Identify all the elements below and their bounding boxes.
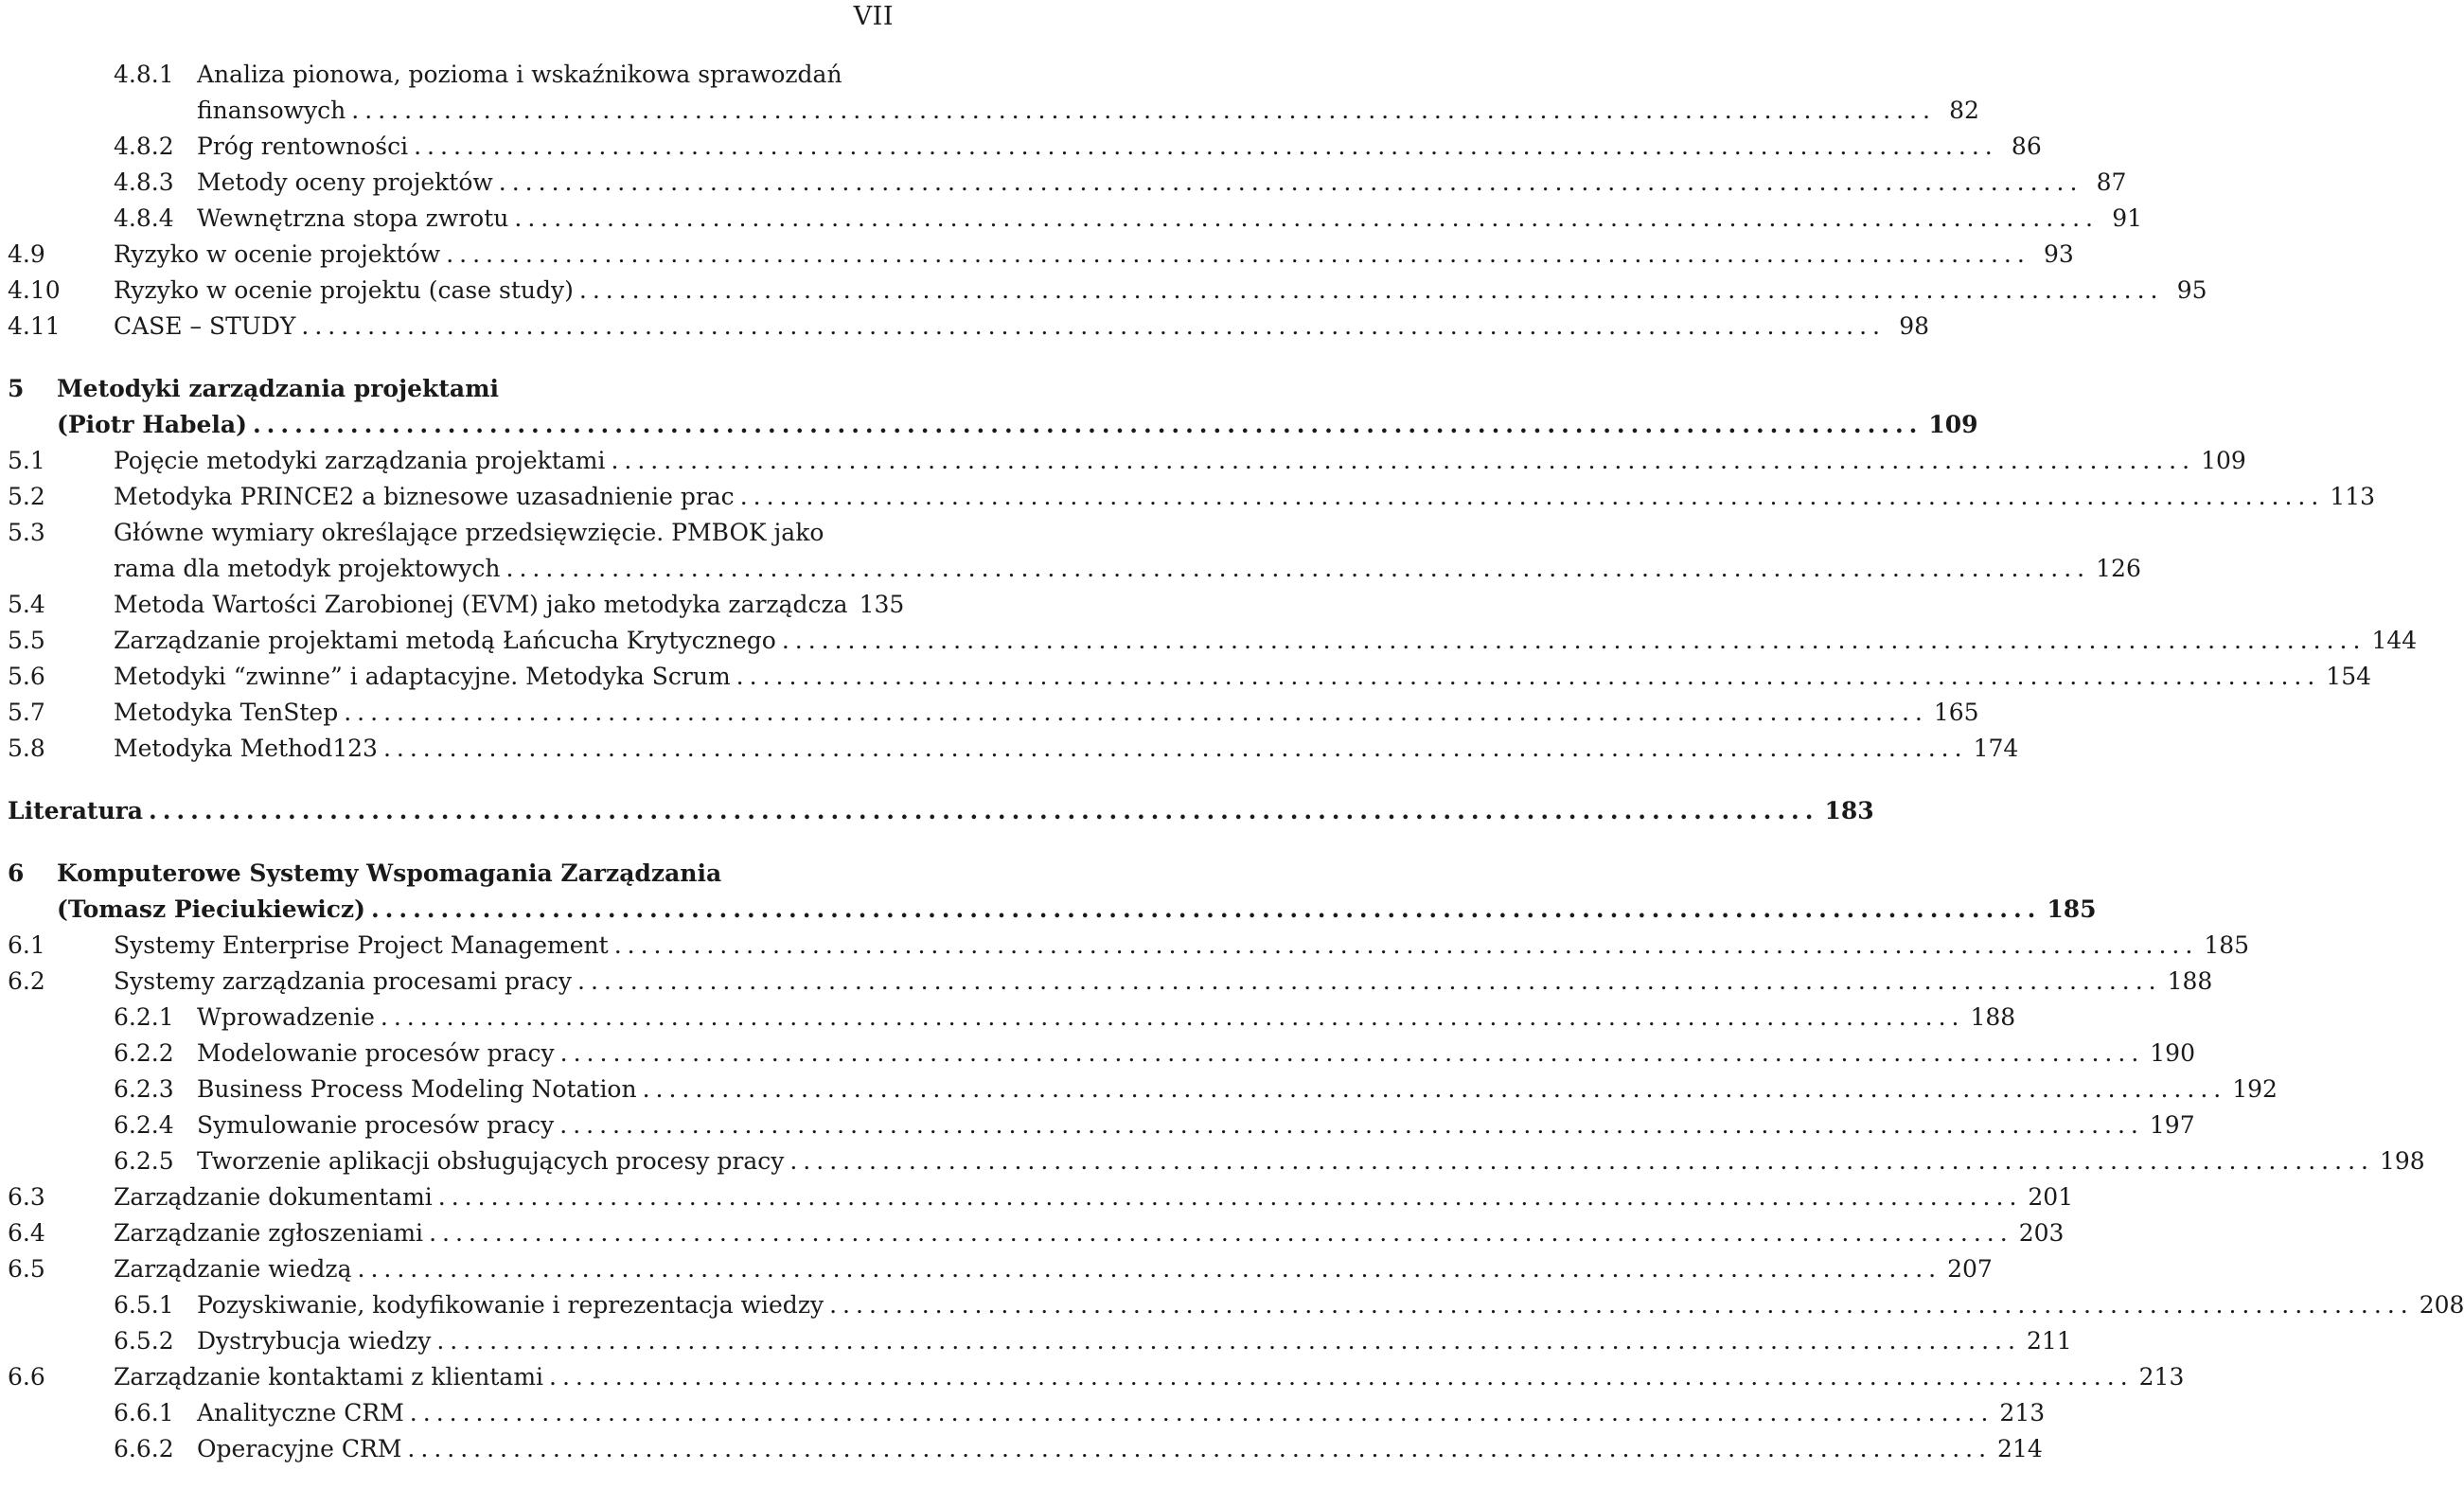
dot-leader: ........................................................................................................................ <box>829 1291 2414 1319</box>
toc-entry-title: Zarządzanie wiedzą <box>114 1255 352 1283</box>
toc-entry-title: Tworzenie aplikacji obsługujących procesy pracy <box>197 1147 785 1175</box>
toc-entry-page: 207 <box>1947 1255 1993 1283</box>
toc-entry-number: 5.6 <box>8 663 45 690</box>
toc-entry-title: CASE – STUDY <box>114 312 296 340</box>
toc-entry[interactable] <box>8 129 2042 165</box>
toc-entry-number: 4.8.2 <box>114 133 174 160</box>
toc-entry[interactable] <box>8 928 2250 964</box>
toc-entry[interactable] <box>8 587 905 623</box>
dot-leader: ........................................................................................................................ <box>409 1399 1994 1426</box>
toc-entry-title: Metoda Wartości Zarobionej (EVM) jako metodyka zarządcza <box>114 591 848 618</box>
toc-entry[interactable] <box>8 659 2372 695</box>
toc-entry-title: rama dla metodyk projektowych <box>114 555 501 582</box>
toc-entry-number: 4.8.1 <box>114 61 174 88</box>
toc-entry-number: 6.6.2 <box>114 1435 174 1462</box>
toc-entry-page: 154 <box>2326 663 2372 690</box>
toc-entry[interactable] <box>8 551 2141 587</box>
toc-entry-page: 183 <box>1824 797 1874 824</box>
toc-entry-title: Dystrybucja wiedzy <box>197 1327 432 1355</box>
dot-leader: ........................................................................................................................ <box>370 895 2042 923</box>
toc-entry[interactable] <box>8 515 895 551</box>
toc-entry-number: 4.9 <box>8 240 45 268</box>
section-gap <box>8 829 895 856</box>
toc-entry-title: Zarządzanie kontaktami z klientami <box>114 1363 544 1391</box>
toc-entry[interactable] <box>8 443 2246 479</box>
section-gap <box>8 345 895 371</box>
toc-entry-number: 5.7 <box>8 699 45 726</box>
toc-entry-page: 211 <box>2026 1327 2072 1355</box>
toc-entry[interactable] <box>8 371 895 407</box>
dot-leader: ........................................................................................................................ <box>789 1147 2374 1175</box>
toc-entry[interactable] <box>8 93 1979 129</box>
toc-entry[interactable] <box>8 1323 2072 1359</box>
toc-entry-page: 188 <box>2167 967 2213 995</box>
section-gap <box>8 767 895 793</box>
toc-entry-page: 185 <box>2047 895 2097 923</box>
toc-entry-page: 213 <box>2138 1363 2185 1391</box>
toc-entry-title: (Piotr Habela) <box>57 411 247 438</box>
toc-entry[interactable] <box>8 1072 2278 1107</box>
toc-entry-number: 4.10 <box>8 276 61 304</box>
toc-entry-number: 4.8.3 <box>114 168 174 196</box>
toc-entry-number: 5.5 <box>8 627 45 654</box>
dot-leader: ........................................................................................................................ <box>505 555 2091 582</box>
toc-entry-page: 208 <box>2419 1291 2464 1319</box>
toc-entry-number: 6.4 <box>8 1219 45 1247</box>
table-of-contents <box>8 57 2464 1467</box>
dot-leader: ........................................................................................................................ <box>578 276 2164 304</box>
toc-entry-number: 6.5 <box>8 1255 45 1283</box>
toc-entry-page: 109 <box>2201 447 2246 474</box>
dot-leader: ........................................................................................................................ <box>301 312 1886 340</box>
dot-leader: ........................................................................................................................ <box>344 699 1928 726</box>
toc-entry[interactable] <box>8 1179 2074 1215</box>
toc-entry[interactable] <box>8 237 2074 273</box>
toc-entry-title: Zarządzanie zgłoszeniami <box>114 1219 424 1247</box>
toc-entry[interactable] <box>8 165 2127 201</box>
toc-entry-number: 6.2 <box>8 967 45 995</box>
dot-leader: ........................................................................................................................ <box>559 1039 2145 1067</box>
toc-entry[interactable] <box>8 1036 2195 1072</box>
dot-leader: ........................................................................................................................ <box>642 1075 2227 1103</box>
toc-entry[interactable] <box>8 623 2418 659</box>
dot-leader: ........................................................................................................................ <box>577 967 2162 995</box>
toc-entry-title: Literatura <box>8 797 143 824</box>
dot-leader: ........................................................................................................................ <box>149 797 1819 824</box>
toc-entry[interactable] <box>8 1143 2425 1179</box>
dot-leader: ........................................................................................................................ <box>380 1003 1965 1031</box>
toc-entry-number: 6.6.1 <box>114 1399 174 1426</box>
toc-entry-title: (Tomasz Pieciukiewicz) <box>57 895 365 923</box>
toc-entry-page: 82 <box>1949 97 1979 124</box>
toc-entry-number: 6 <box>8 859 25 887</box>
toc-entry-title: Metody oceny projektów <box>197 168 493 196</box>
toc-entry-title: Pozyskiwanie, kodyfikowanie i reprezentacja wiedzy <box>197 1291 824 1319</box>
toc-entry-title: Systemy zarządzania procesami pracy <box>114 967 572 995</box>
toc-entry-page: 109 <box>1928 411 1978 438</box>
toc-entry-number: 6.3 <box>8 1183 45 1211</box>
toc-entry-page: 87 <box>2096 168 2127 196</box>
dot-leader: ........................................................................................................................ <box>611 447 2196 474</box>
toc-entry-number: 5.2 <box>8 483 45 510</box>
toc-entry-page: 95 <box>2176 276 2207 304</box>
toc-entry-title: Zarządzanie dokumentami <box>114 1183 433 1211</box>
toc-entry[interactable] <box>8 1431 2043 1467</box>
toc-entry-number: 5.8 <box>8 735 45 762</box>
toc-entry-title: Próg rentowności <box>197 133 409 160</box>
toc-entry[interactable] <box>8 731 2019 767</box>
toc-entry[interactable] <box>8 57 895 93</box>
toc-entry-title: Analityczne CRM <box>197 1399 404 1426</box>
dot-leader: ........................................................................................................................ <box>437 1183 2023 1211</box>
toc-entry[interactable] <box>8 1000 2016 1036</box>
toc-entry-title: Symulowanie procesów pracy <box>197 1111 555 1139</box>
toc-entry-number: 6.6 <box>8 1363 45 1391</box>
toc-entry-page: 198 <box>2379 1147 2425 1175</box>
toc-entry-page: 185 <box>2204 931 2250 959</box>
toc-entry-title: Metodyki zarządzania projektami <box>57 375 500 402</box>
toc-entry-title: Pojęcie metodyki zarządzania projektami <box>114 447 606 474</box>
toc-entry-page: 174 <box>1973 735 2019 762</box>
toc-entry-title: Wewnętrzna stopa zwrotu <box>197 204 509 232</box>
toc-entry-page: 113 <box>2330 483 2376 510</box>
toc-entry-page: 91 <box>2112 204 2142 232</box>
toc-entry-number: 6.2.5 <box>114 1147 174 1175</box>
toc-entry-title: Główne wymiary określające przedsięwzięcie. PMBOK jako <box>114 519 824 546</box>
dot-leader: ........................................................................................................................ <box>446 240 2030 268</box>
dot-leader: ........................................................................................................................ <box>436 1327 2021 1355</box>
toc-entry-number: 6.2.1 <box>114 1003 174 1031</box>
toc-entry-title: Ryzyko w ocenie projektów <box>114 240 441 268</box>
toc-entry-title: finansowych <box>197 97 346 124</box>
dot-leader: ........................................................................................................................ <box>252 411 1923 438</box>
toc-entry[interactable] <box>8 1359 2185 1395</box>
dot-leader: ........................................................................................................................ <box>498 168 2083 196</box>
toc-entry-page: 188 <box>1970 1003 2016 1031</box>
toc-entry-page: 86 <box>2011 133 2042 160</box>
toc-entry-number: 6.2.4 <box>114 1111 174 1139</box>
dot-leader: ........................................................................................................................ <box>613 931 2199 959</box>
toc-entry-page: 144 <box>2371 627 2418 654</box>
toc-entry-title: Metodyka PRINCE2 a biznesowe uzasadnienie prac <box>114 483 735 510</box>
toc-entry-number: 4.11 <box>8 312 61 340</box>
toc-entry-title: Wprowadzenie <box>197 1003 375 1031</box>
toc-entry-page: 214 <box>1997 1435 2043 1462</box>
toc-entry-title: Metodyka TenStep <box>114 699 339 726</box>
toc-entry[interactable] <box>8 1287 2464 1323</box>
toc-entry-number: 6.2.3 <box>114 1075 174 1103</box>
toc-entry-number: 6.5.2 <box>114 1327 174 1355</box>
toc-entry-number: 5.4 <box>8 591 45 618</box>
dot-leader: ........................................................................................................................ <box>382 735 1968 762</box>
toc-entry[interactable] <box>8 309 1929 345</box>
dot-leader: ........................................................................................................................ <box>514 204 2099 232</box>
toc-entry[interactable] <box>8 273 2207 309</box>
dot-leader: ........................................................................................................................ <box>559 1111 2144 1139</box>
toc-entry-page: 197 <box>2149 1111 2195 1139</box>
toc-entry-title: Systemy Enterprise Project Management <box>114 931 609 959</box>
dot-leader: ........................................................................................................................ <box>407 1435 1993 1462</box>
toc-entry-title: Ryzyko w ocenie projektu (case study) <box>114 276 574 304</box>
dot-leader: ........................................................................................................................ <box>549 1363 2134 1391</box>
toc-entry[interactable] <box>8 892 2097 928</box>
toc-entry-number: 6.2.2 <box>114 1039 174 1067</box>
page-number: VII <box>853 2 894 31</box>
toc-entry[interactable] <box>8 1395 2046 1431</box>
toc-entry-title: Metodyki “zwinne” i adaptacyjne. Metodyka Scrum <box>114 663 731 690</box>
dot-leader: ........................................................................................................................ <box>414 133 1998 160</box>
toc-entry-page: 213 <box>1999 1399 2046 1426</box>
toc-entry-page: 201 <box>2028 1183 2074 1211</box>
toc-entry-title: Zarządzanie projektami metodą Łańcucha Krytycznego <box>114 627 776 654</box>
toc-entry-page: 192 <box>2232 1075 2278 1103</box>
toc-entry[interactable] <box>8 964 2213 1000</box>
toc-entry-page: 165 <box>1933 699 1979 726</box>
toc-entry-number: 6.5.1 <box>114 1291 174 1319</box>
toc-entry-title: Komputerowe Systemy Wspomagania Zarządzania <box>57 859 722 887</box>
toc-entry[interactable] <box>8 1215 2065 1251</box>
toc-entry[interactable] <box>8 695 1979 731</box>
dot-leader: ........................................................................................................................ <box>781 627 2367 654</box>
toc-entry[interactable] <box>8 201 2142 237</box>
toc-entry[interactable] <box>8 856 895 892</box>
toc-entry-page: 135 <box>859 591 905 618</box>
toc-entry[interactable] <box>8 793 1874 829</box>
toc-entry-number: 5.3 <box>8 519 45 546</box>
dot-leader: ........................................................................................................................ <box>736 663 2321 690</box>
toc-entry-title: Operacyjne CRM <box>197 1435 402 1462</box>
toc-entry-page: 190 <box>2150 1039 2195 1067</box>
toc-entry[interactable] <box>8 407 1978 443</box>
toc-entry-page: 93 <box>2044 240 2074 268</box>
dot-leader: ........................................................................................................................ <box>357 1255 1942 1283</box>
toc-entry-page: 98 <box>1899 312 1929 340</box>
dot-leader: ........................................................................................................................ <box>739 483 2325 510</box>
toc-entry-title: Analiza pionowa, pozioma i wskaźnikowa sprawozdań <box>197 61 842 88</box>
toc-entry[interactable] <box>8 1107 2195 1143</box>
dot-leader: ........................................................................................................................ <box>429 1219 2013 1247</box>
toc-entry-page: 126 <box>2096 555 2141 582</box>
toc-entry-number: 5.1 <box>8 447 45 474</box>
toc-entry-page: 203 <box>2018 1219 2065 1247</box>
toc-entry-number: 6.1 <box>8 931 45 959</box>
toc-entry-title: Modelowanie procesów pracy <box>197 1039 555 1067</box>
toc-entry-number: 4.8.4 <box>114 204 174 232</box>
toc-entry-title: Metodyka Method123 <box>114 735 378 762</box>
dot-leader: ........................................................................................................................ <box>351 97 1936 124</box>
toc-entry[interactable] <box>8 1251 1993 1287</box>
toc-entry-title: Business Process Modeling Notation <box>197 1075 637 1103</box>
toc-entry[interactable] <box>8 479 2376 515</box>
toc-entry-number: 5 <box>8 375 25 402</box>
